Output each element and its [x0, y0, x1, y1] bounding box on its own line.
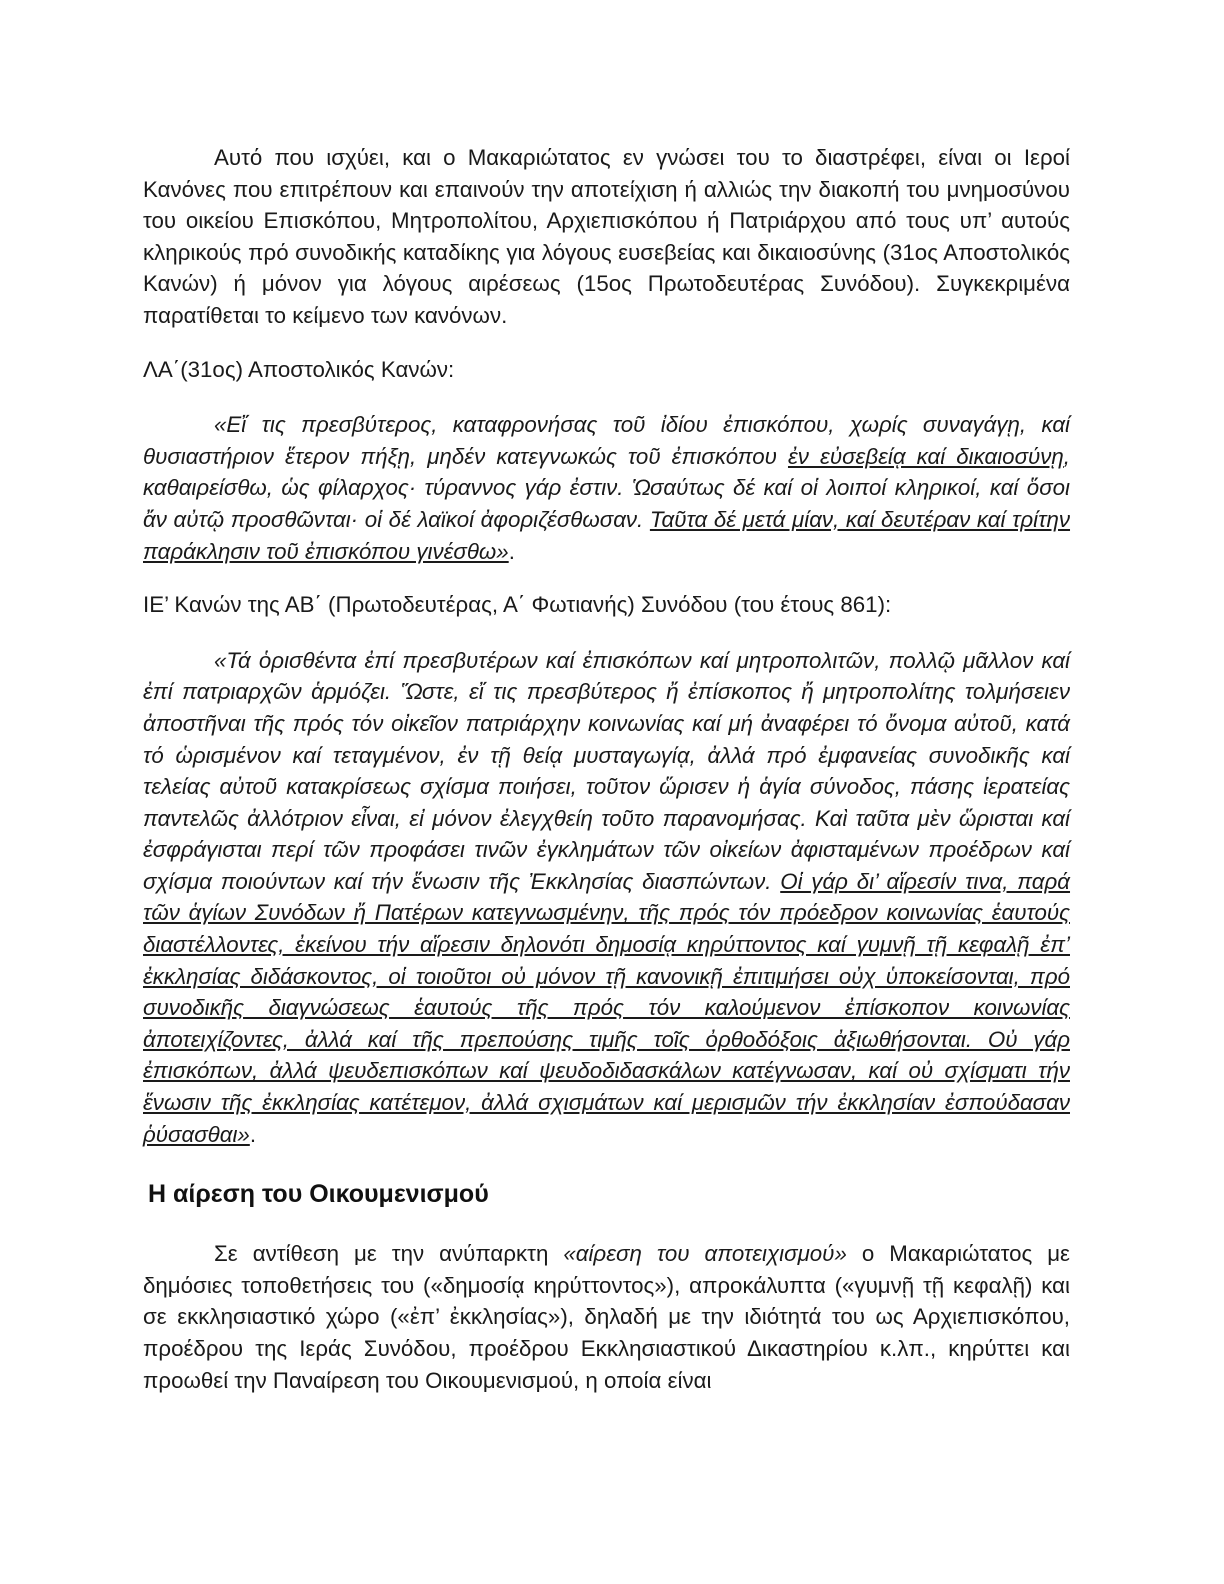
final-paragraph-text-1: Σε αντίθεση με την ανύπαρκτη: [214, 1241, 564, 1267]
canon-31-text-2: , καθαιρείσθω, ὡς φίλαρχος· τύραννος γάρ ἐστιν. Ὡσαύτως δέ καί οἱ λοιποί κληρικοί, καί ὅσοι ἄν αὐτῷ προσθῶνται· οἱ δέ λαϊκοί ἀφοριζέσθωσαν.: [143, 443, 1070, 532]
canon-15-quote: [143, 645, 1070, 1151]
document-page: [143, 142, 1070, 1396]
canon-15-text-1: «Τά ὁρισθέντα ἐπί πρεσβυτέρων καί ἐπισκόπων καί μητροπολιτῶν, πολλῷ μᾶλλον καί ἐπί πατριαρχῶν ἁρμόζει. Ὥστε, εἴ τις πρεσβύτερος ἤ ἐπίσκοπος ἤ μητροπολίτης τολμήσειεν ἀποστῆναι τῆς πρός τόν οἰκεῖον πατριάρχην κοινωνίας καί μή ἀναφέρει τό ὄνομα αὐτοῦ, κατά τό ὡρισμένον καί τεταγμένον, ἐν τῇ θείᾳ μυσταγωγίᾳ, ἀλλά πρό ἐμφανείας συνοδικῆς καί τελείας αὐτοῦ κατακρίσεως σχίσμα ποιήσει, τοῦτον ὥρισεν ἡ ἁγία σύνοδος, πάσης ἱερατείας παντελῶς ἀλλότριον εἶναι, εἰ μόνον ἐλεγχθείη τοῦτο παρανομήσας. Καὶ ταῦτα μὲν ὥρισται καί ἐσφράγισται περί τῶν προφάσει τινῶν ἐγκλημάτων τῶν οἰκείων ἀφισταμένων προέδρων καί σχίσμα ποιούντων καί τήν ἕνωσιν τῆς Ἐκκλησίας διασπώντων.: [143, 647, 1070, 894]
canon-31-underlined-1: ἐν εὐσεβείᾳ καί δικαιοσύνῃ: [787, 443, 1064, 469]
canon-31-quote: [143, 409, 1070, 567]
canon-15-text-2: .: [249, 1121, 257, 1147]
canon-31-underlined-2: Ταῦτα δέ μετά μίαν, καί δευτέραν καί τρίτην παράκλησιν τοῦ ἐπισκόπου γινέσθω»: [143, 506, 1071, 564]
intro-paragraph: Αυτό που ισχύει, και ο Μακαριώτατος εν γνώσει του το διαστρέφει, είναι οι Ιεροί Κανόνες που επιτρέπουν και επαινούν την αποτείχιση ή αλλιώς την διακοπή του μνημοσύνου του οικείου Επισκόπου, Μητροπολίτου, Αρχιεπισκόπου ή Πατριάρχου από τους υπ’ αυτούς κληρικούς πρό συνοδικής καταδίκης για λόγους ευσεβείας και δικαιοσύνης (31ος Αποστολικός Κανών) ή μόνον για λόγους αιρέσεως (15ος Πρωτοδευτέρας Συνόδου). Συγκεκριμένα παρατίθεται το κείμενο των κανόνων.: [143, 145, 1070, 328]
canon-31-text-1: «Εἴ τις πρεσβύτερος, καταφρονήσας τοῦ ἰδίου ἐπισκόπου, χωρίς συναγάγῃ, καί θυσιαστήριον ἕτερον πήξῃ, μηδέν κατεγνωκώς τοῦ ἐπισκόπου: [143, 412, 1070, 469]
section-heading: Η αίρεση του Οικουμενισμού: [148, 1180, 489, 1209]
canon-15-underlined-1: Οἱ γάρ δι’ αἵρεσίν τινα, παρά τῶν ἁγίων Συνόδων ἤ Πατέρων κατεγνωσμένην, τῆς πρός τόν πρόεδρον κοινωνίας ἑαυτούς διαστέλλοντες, ἐκείνου τήν αἵρεσιν δηλονότι δημοσίᾳ κηρύττοντος καί γυμνῇ τῇ κεφαλῇ ἐπ’ ἐκκλησίας διδάσκοντος, οἱ τοιοῦτοι οὐ μόνον τῇ κανονικῇ ἐπιτιμήσει οὐχ ὑποκείσονται, πρό συνοδικῆς διαγνώσεως ἑαυτούς τῆς πρός τόν καλούμενον ἐπίσκοπον κοινωνίας ἀποτειχίζοντες, ἀλλά καί τῆς πρεπούσης τιμῆς τοῖς ὀρθοδόξοις ἀξιωθήσονται. Οὐ γάρ ἐπισκόπων, ἀλλά ψευδεπισκόπων καί ψευδοδιδασκάλων κατέγνωσαν, καί οὐ σχίσματι τήν ἕνωσιν τῆς ἐκκλησίας κατέτεμον, ἀλλά σχισμάτων καί μερισμῶν τήν ἐκκλησίαν ἐσπούδασαν ῥύσασθαι»: [143, 868, 1071, 1147]
canon-31-label: ΛΑ΄(31ος) Αποστολικός Κανών:: [143, 356, 455, 382]
canon-15-label: ΙΕ’ Κανών της ΑΒ΄ (Πρωτοδευτέρας, Α΄ Φωτιανής) Συνόδου (του έτους 861):: [143, 592, 892, 618]
final-paragraph: [143, 1238, 1070, 1396]
final-paragraph-italic-1: «αίρεση του αποτειχισμού»: [563, 1241, 847, 1267]
canon-31-text-3: .: [508, 538, 515, 564]
final-paragraph-text-2: ο Μακαριώτατος με δημόσιες τοποθετήσεις του («δημοσίᾳ κηρύττοντος»), απροκάλυπτα («γυμνῇ τῇ κεφαλῇ) και σε εκκλησιαστικό χώρο («ἐπ’ ἐκκλησίας»), δηλαδή με την ιδιότητά του ως Αρχιεπισκόπου, προέδρου της Ιεράς Συνόδου, προέδρου Εκκλησιαστικού Δικαστηρίου κ.λπ., κηρύττει και προωθεί την Παναίρεση του Οικουμενισμού, η οποία είναι: [143, 1241, 1070, 1393]
